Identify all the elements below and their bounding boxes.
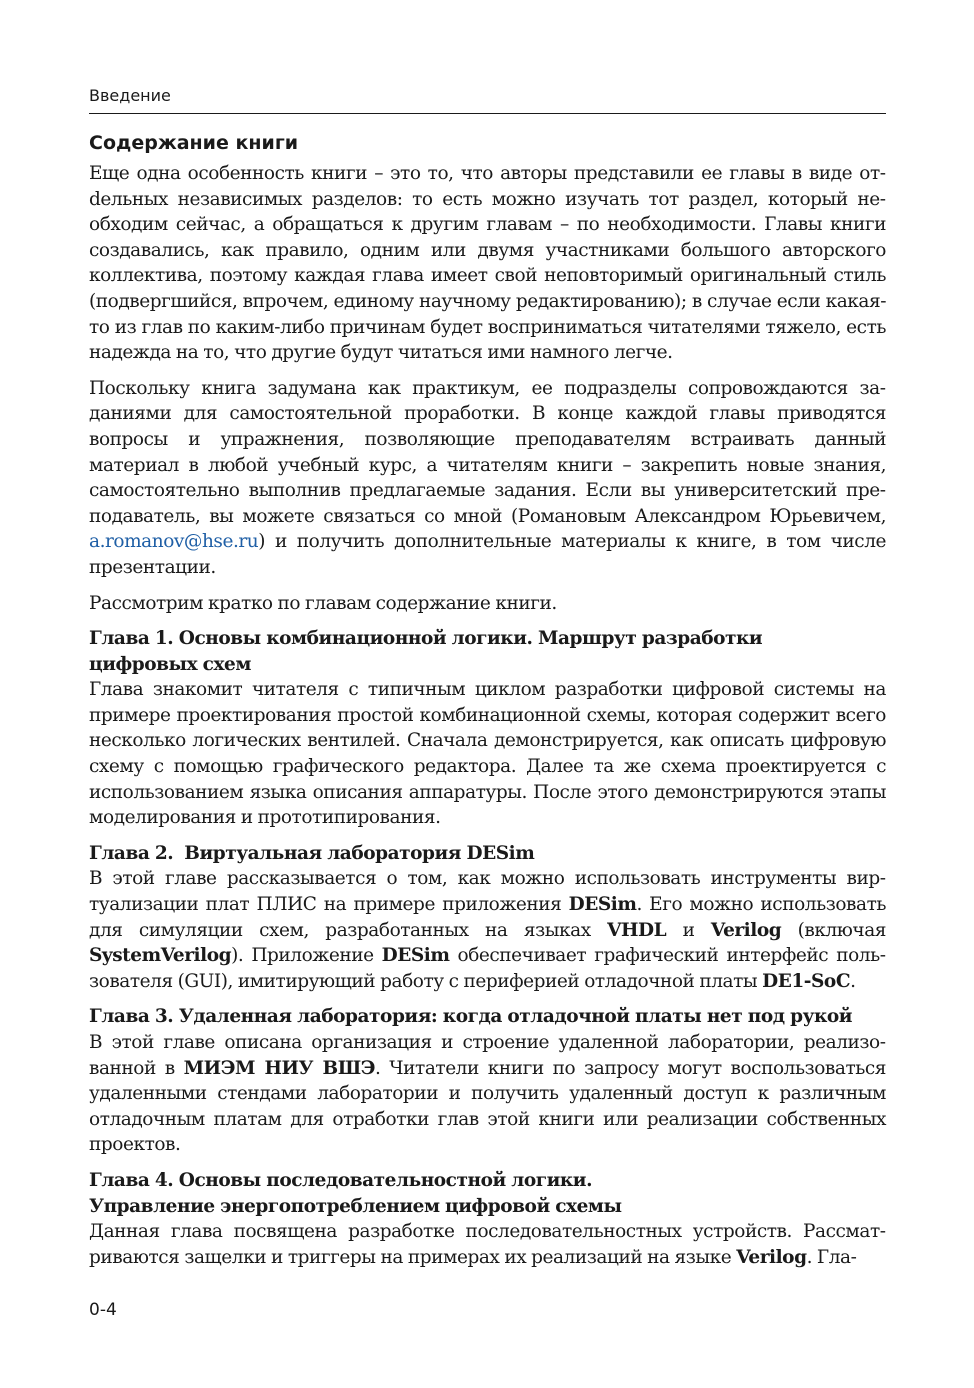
body-text: (включая (781, 919, 886, 941)
term-bold: VHDL (607, 919, 667, 941)
body-text: . Гла- (806, 1246, 857, 1268)
chapter-title-line: Глава 1. Основы комбинационной логики. Маршрут разработки (89, 628, 763, 650)
term-bold: DE1-SoC (762, 970, 851, 992)
chapter-1-body: Глава знакомит читателя с типичным циклом разработки цифровой системы на примере проектирования простой комбинационной схемы, которая содержит всего несколько логических вентилей. Сначала демонстрируется, как описать цифровую схему с помощью графического редактора. Далее та же схема проектируется с использованием языка описания аппаратуры. После этого демонстрируются этапы моделирования и прототипирования. (89, 679, 886, 829)
chapter-1-title (89, 626, 886, 677)
chapter-4-body (89, 1219, 886, 1270)
chapter-title-line: Глава 4. Основы последовательностной логики. (89, 1169, 593, 1191)
body-text: . Читатели книги по запросу могут воспользоваться удаленными стендами лаборатории и получить удаленный доступ к различным отладочным платам для отработки глав этой книги или реализации собственных проектов. (89, 1057, 886, 1156)
chapter-4-title (89, 1168, 886, 1219)
body-text: В этой главе описана организация и строение удаленной лаборатории, реализованной в (89, 1032, 886, 1079)
chapter-3-title: Глава 3. Удаленная лаборатория: когда отладочной платы нет под рукой (89, 1006, 853, 1028)
term-bold: DESim (381, 945, 450, 967)
paragraph-text: ) и получить дополнительные материалы к книге, в том числе презентации. (89, 531, 886, 578)
term-bold: Verilog (710, 919, 782, 941)
body-text: В этой главе рассказывается о том, как можно использовать инструменты виртуализации плат ПЛИС на примере приложения (89, 868, 886, 916)
page-content (89, 130, 886, 1280)
term-bold: МИЭМ НИУ ВШЭ (183, 1057, 375, 1079)
body-text: . (850, 970, 856, 992)
term-bold: Verilog (736, 1246, 807, 1268)
paragraph-intro: Еще одна особенность книги – это то, что авторы представили ее главы в виде отdельных независимых разделов: то есть можно изучать тот раздел, который необходим сейчас, а обращаться к другим главам – по необходимости. Главы книги создавались, как правило, одним или двумя участниками большого авторского коллектива, поэтому каждая глава имеет свой неповторимый оригинальный стиль (подвергшийся, впрочем, единому научному редактированию); в случае если какая-то из глав по каким-либо причинам будет восприниматься читателями тяжело, есть надежда на то, что другие будут читаться ими намного легче. (89, 163, 886, 364)
body-text: . Его можно использовать для симуляции схем, разработанных на языках (89, 894, 886, 941)
term-bold: DESim (568, 894, 637, 916)
email-link[interactable]: a.romanov@hse.ru (89, 531, 259, 553)
running-header: Введение (89, 86, 171, 105)
chapter-2-title: Глава 2. Виртуальная лаборатория DESim (89, 842, 535, 864)
chapter-2-body (89, 866, 886, 994)
header-rule (89, 113, 886, 114)
chapter-3-summary (89, 1004, 886, 1158)
page-number: 0-4 (89, 1300, 117, 1320)
section-title: Содержание книги (89, 132, 299, 154)
paragraph-text: Поскольку книга задумана как практикум, ее подразделы сопровождаются заданиями для самостоятельной проработки. В конце каждой главы приводятся вопросы и упражнения, позволяющие преподавателям встраивать данный материал в любой учебный курс, а читателям книги – закрепить новые знания, самостоятельно выполнив предлагаемые задания. Если вы университетский преподаватель, вы можете связаться со мной (Романовым Александром Юрьевичем, (89, 377, 886, 527)
body-text: обеспечивает графический интерфейс пользователя (GUI), имитирующий работу с периферией отладочной платы (89, 945, 886, 992)
paragraph-overview: Рассмотрим кратко по главам содержание книги. (89, 592, 557, 614)
chapter-2-summary (89, 841, 886, 995)
paragraph-practicum (89, 376, 886, 581)
chapter-title-line: цифровых схем (89, 653, 252, 675)
body-text: ). Приложение (231, 945, 382, 967)
body-text: Данная глава посвящена разработке последовательностных устройств. Рассматриваются защелки и триггеры на примерах их реализаций на языке (89, 1221, 886, 1268)
term-bold: SystemVerilog (89, 945, 232, 967)
chapter-3-body (89, 1030, 886, 1158)
chapter-title-line: Управление энергопотреблением цифровой схемы (89, 1195, 622, 1217)
body-text: и (666, 919, 711, 941)
chapter-1-summary (89, 626, 886, 831)
chapter-4-summary (89, 1168, 886, 1270)
